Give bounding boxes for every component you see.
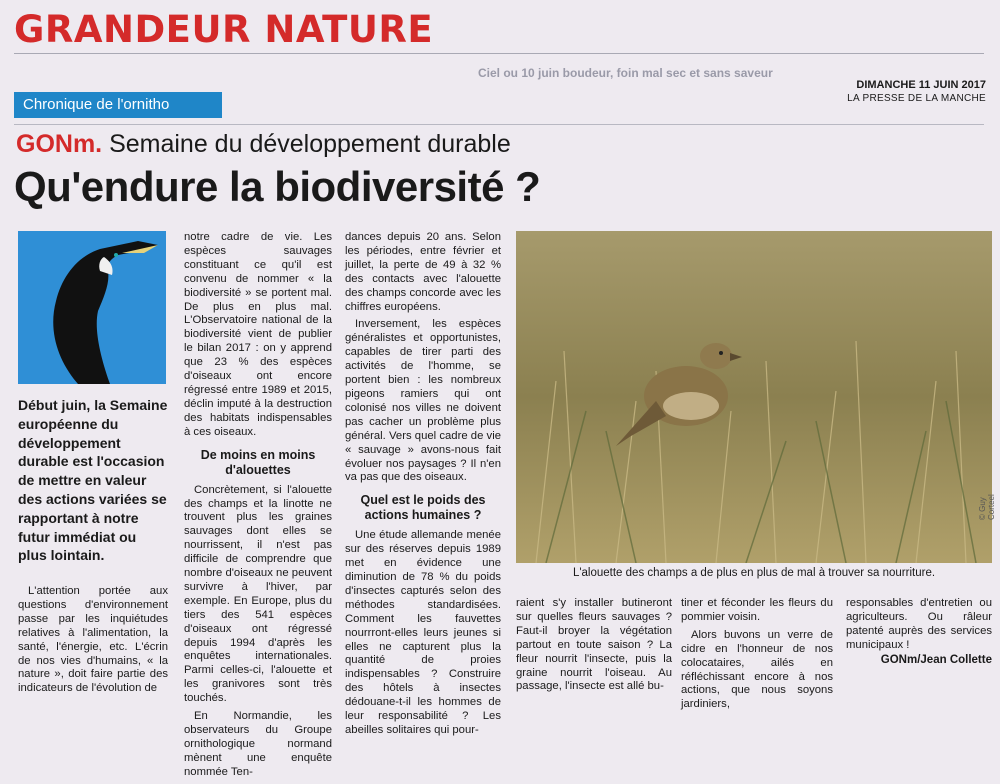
bleed-through-text: Ciel ou 10 juin boudeur, foin mal sec et sans saveur — [478, 66, 773, 80]
paragraph: Concrètement, si l'alouette des champs et la linotte ne trouvent plus les graines sauvages dont elles se nourrissent, il n'est pas difficile de comprendre que nombre d'oiseaux ne peuvent survivre à l'hiver, par exemple. En Europe, plus du tiers des 541 espèces d'oiseaux ont régressé depuis 1994 d'après les enquêtes internationales. Parmi celles-ci, l'alouette et les granivores sont très touchés. — [184, 483, 332, 705]
paragraph: raient s'y installer butineront sur quelles fleurs sauvages ? Faut-il broyer la végétation partout en toute saison ? La fleur nourrit l'insecte, puis la graine nourrit l'oiseau. Au passage, l'insecte est allé bu- — [516, 597, 672, 693]
text-column — [345, 231, 501, 742]
paragraph: dances depuis 20 ans. Selon les périodes, entre février et juillet, la perte de 49 à 32 % des contacts avec l'alouette des champs concorde avec les chiffres européens. — [345, 231, 501, 313]
skylark-in-grass-image — [516, 231, 992, 563]
divider — [14, 124, 984, 125]
photo-caption: L'alouette des champs a de plus en plus de mal à trouver sa nourriture. — [572, 567, 936, 579]
organization-name: GONm. — [16, 130, 103, 158]
section-title: GRANDEUR NATURE — [14, 8, 434, 51]
text-column — [516, 597, 672, 698]
paragraph: tiner et féconder les fleurs du pommier voisin. — [681, 597, 833, 623]
article-subtitle: Semaine du développement durable — [102, 130, 511, 158]
paragraph: En Normandie, les observateurs du Groupe ornithologique normand mènent une enquête nommée Ten- — [184, 710, 332, 778]
author-signature: GONm/Jean Collette — [880, 654, 992, 666]
paragraph: Une étude allemande menée sur des réserves depuis 1989 met en évidence une diminution de 78 % du poids d'insectes capturés selon des méthodes standardisées. Comment les fauvettes nourrront-elles leurs jeunes si elles ne capturent plus la quantité de proies indispensables ? Construire des hôtels à insectes dédouane-t-il les hommes de leur responsabilité ? Les abeilles solitaires qui pour- — [345, 529, 501, 736]
article-lead: Début juin, la Semaine européenne du développement durable est l'occasion de mettre en valeur des actions variées se rapportant à notre futur immédiat ou plus lointain. — [18, 397, 168, 564]
paragraph: responsables d'entretien ou agriculteurs. Ou râleur patenté auprès des services municipaux ! — [846, 597, 992, 651]
paragraph: notre cadre de vie. Les espèces sauvages constituant ce qu'il est convenu de nommer « la biodiversité » se portent mal. De plus en plus mal. L'Observatoire national de la biodiversité vient de publier le bilan 2017 : on y apprend que 23 % des espèces d'oiseaux ont encore régressé entre 1989 et 2015, déclin imputé à la destruction des habitats indispensables à ces oiseaux. — [184, 231, 332, 438]
paragraph: L'attention portée aux questions d'environnement passe par les inquiétudes relatives à l'alimentation, la santé, l'énergie, etc. L'écrin de nos vies d'humains, « la nature », doit faire partie des indicateurs de l'évolution de — [18, 585, 168, 695]
article-kicker — [16, 130, 511, 159]
cormorant-icon — [18, 231, 166, 384]
subheading: Quel est le poids des actions humaines ? — [360, 493, 486, 523]
text-column — [846, 597, 992, 657]
divider — [14, 53, 984, 54]
subheading: De moins en moins d'alouettes — [200, 447, 316, 477]
text-column — [681, 597, 833, 716]
text-column — [18, 585, 168, 700]
skylark-photo — [516, 231, 992, 563]
rubric-label: Chronique de l'ornitho — [14, 92, 222, 118]
columnist-bird-illustration — [18, 231, 166, 384]
issue-date: DIMANCHE 11 JUIN 2017 — [856, 79, 986, 91]
photo-credit: © Guy Corteel — [978, 494, 996, 520]
article-title: Qu'endure la biodiversité ? — [14, 163, 541, 210]
text-column — [184, 231, 332, 784]
paragraph: Alors buvons un verre de cidre en l'honneur de nos colocataires, ailés en réfléchissant encore à nos actions, que nous soyons jardiniers, — [681, 628, 833, 711]
publication-name: LA PRESSE DE LA MANCHE — [847, 93, 986, 104]
paragraph: Inversement, les espèces généralistes et opportunistes, capables de tirer parti des activités de l'homme, se portent bien : les nombreux pigeons ramiers qui ont colonisé nos villes ne doivent pas cacher un problème plus général. Vers quel cadre de vie « sauvage » avons-nous fait évoluer nos paysages ? Il n'en va pas que des oiseaux. — [345, 318, 501, 484]
